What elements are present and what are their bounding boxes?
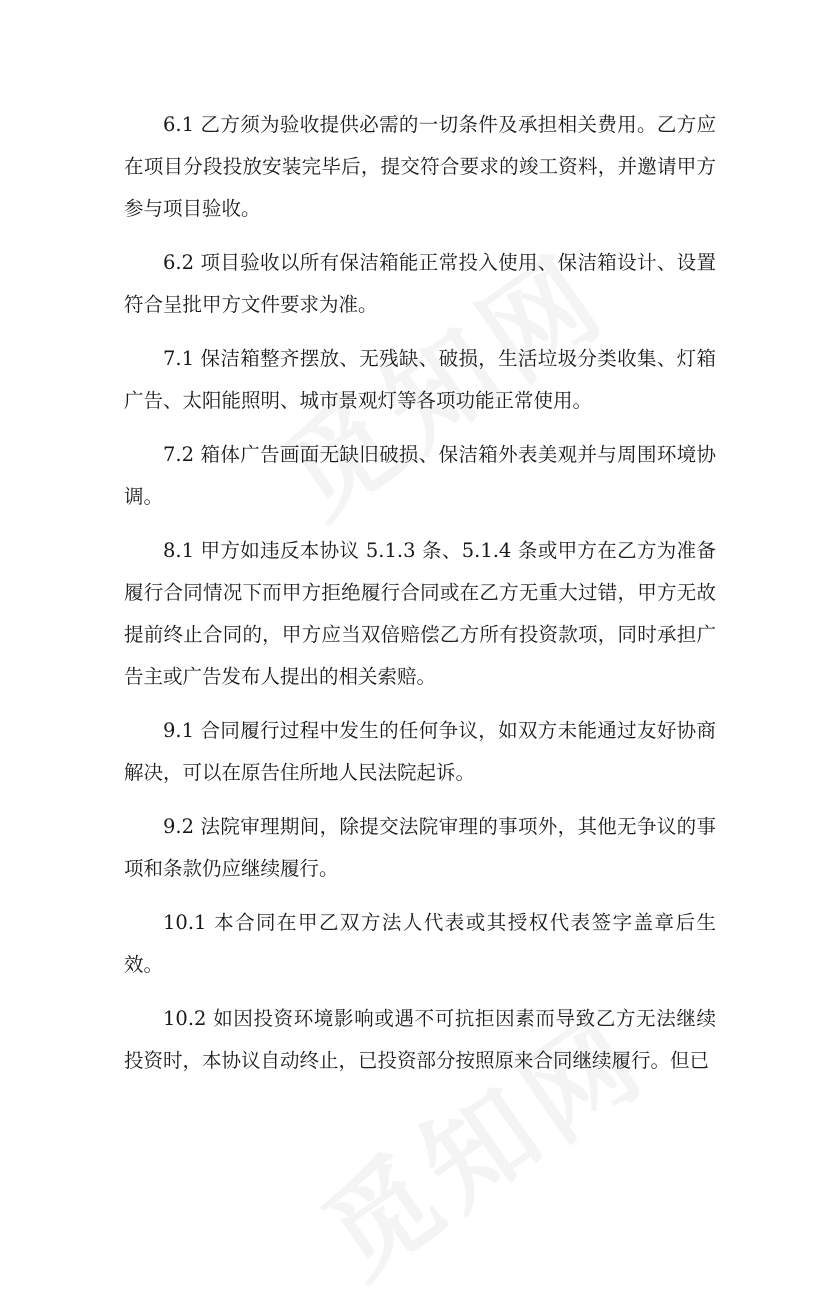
clause-9-1: 9.1 合同履行过程中发生的任何争议，如双方未能通过友好协商解决，可以在原告住所地人民法院起诉。 (124, 719, 716, 784)
clause-6-2: 6.2 项目验收以所有保洁箱能正常投入使用、保洁箱设计、设置符合呈批甲方文件要求为准。 (124, 251, 716, 316)
clause-9-2: 9.2 法院审理期间，除提交法院审理的事项外，其他无争议的事项和条款仍应继续履行。 (124, 815, 716, 880)
clause-7-1: 7.1 保洁箱整齐摆放、无残缺、破损，生活垃圾分类收集、灯箱广告、太阳能照明、城市景观灯等各项功能正常使用。 (124, 347, 716, 412)
document-body (124, 104, 716, 1094)
clause-6-1: 6.1 乙方须为验收提供必需的一切条件及承担相关费用。乙方应在项目分段投放安装完毕后，提交符合要求的竣工资料，并邀请甲方参与项目验收。 (124, 113, 716, 220)
clause-7-2: 7.2 箱体广告画面无缺旧破损、保洁箱外表美观并与周围环境协调。 (124, 443, 716, 508)
clause-8-1: 8.1 甲方如违反本协议 5.1.3 条、5.1.4 条或甲方在乙方为准备履行合同情况下而甲方拒绝履行合同或在乙方无重大过错，甲方无故提前终止合同的，甲方应当双倍赔偿乙方所有投资款项，同时承担广告主或广告发布人提出的相关索赔。 (124, 539, 716, 688)
clause-10-1: 10.1 本合同在甲乙双方法人代表或其授权代表签字盖章后生效。 (124, 911, 716, 976)
clause-10-2: 10.2 如因投资环境影响或遇不可抗拒因素而导致乙方无法继续投资时，本协议自动终止，已投资部分按照原来合同继续履行。但已 (124, 1007, 716, 1072)
